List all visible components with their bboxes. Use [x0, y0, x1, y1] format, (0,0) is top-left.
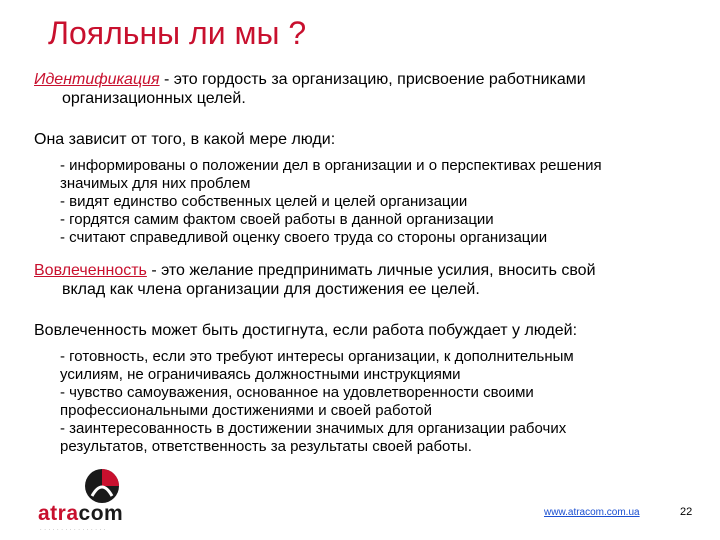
involvement-text: - это желание предпринимать личные усилия, вносить свой: [146, 262, 596, 279]
involvement-term: Вовлеченность: [34, 262, 147, 279]
list-item: - заинтересованность в достижении значимых для организации рабочих результатов, ответственность за результаты своей работы.: [60, 420, 567, 455]
depends-heading: Она зависит от того, в какой мере люди:: [34, 131, 336, 148]
logo-wordmark: atracom: [38, 502, 124, 525]
identification-term: Идентификация: [34, 71, 160, 88]
list-item: - чувство самоуважения, основанное на удовлетворенности своими профессиональными достижениями и своей работой: [60, 384, 534, 419]
depends-list: [34, 157, 694, 247]
slide-title: Лояльны ли мы ?: [48, 15, 307, 51]
list-item: - гордятся самим фактом своей работы в данной организации: [60, 211, 494, 228]
slide-body: [34, 70, 694, 456]
page-number: 22: [680, 506, 693, 518]
list-item: - информированы о положении дел в организации и о перспективах решения значимых для них проблем: [60, 157, 602, 192]
list-item: - видят единство собственных целей и целей организации: [60, 193, 468, 210]
identification-text: - это гордость за организацию, присвоение работниками: [159, 71, 586, 88]
identification-paragraph: [34, 70, 694, 108]
identification-text-cont: организационных целей.: [62, 90, 246, 107]
list-item: - готовность, если это требуют интересы организации, к дополнительным усилиям, не ограничиваясь должностными инструкциями: [60, 348, 574, 383]
involvement-paragraph: [34, 261, 694, 299]
achieved-list: [34, 348, 694, 456]
website-link[interactable]: www.atracom.com.ua: [544, 507, 640, 518]
involvement-text-cont: вклад как члена организации для достижения ее целей.: [62, 281, 480, 298]
achieved-heading: Вовлеченность может быть достигнута, если работа побуждает у людей:: [34, 322, 578, 339]
list-item: - считают справедливой оценку своего труда со стороны организации: [60, 229, 548, 246]
logo-tagline: · · · · · · · · · · · · · · · ·: [40, 527, 107, 533]
